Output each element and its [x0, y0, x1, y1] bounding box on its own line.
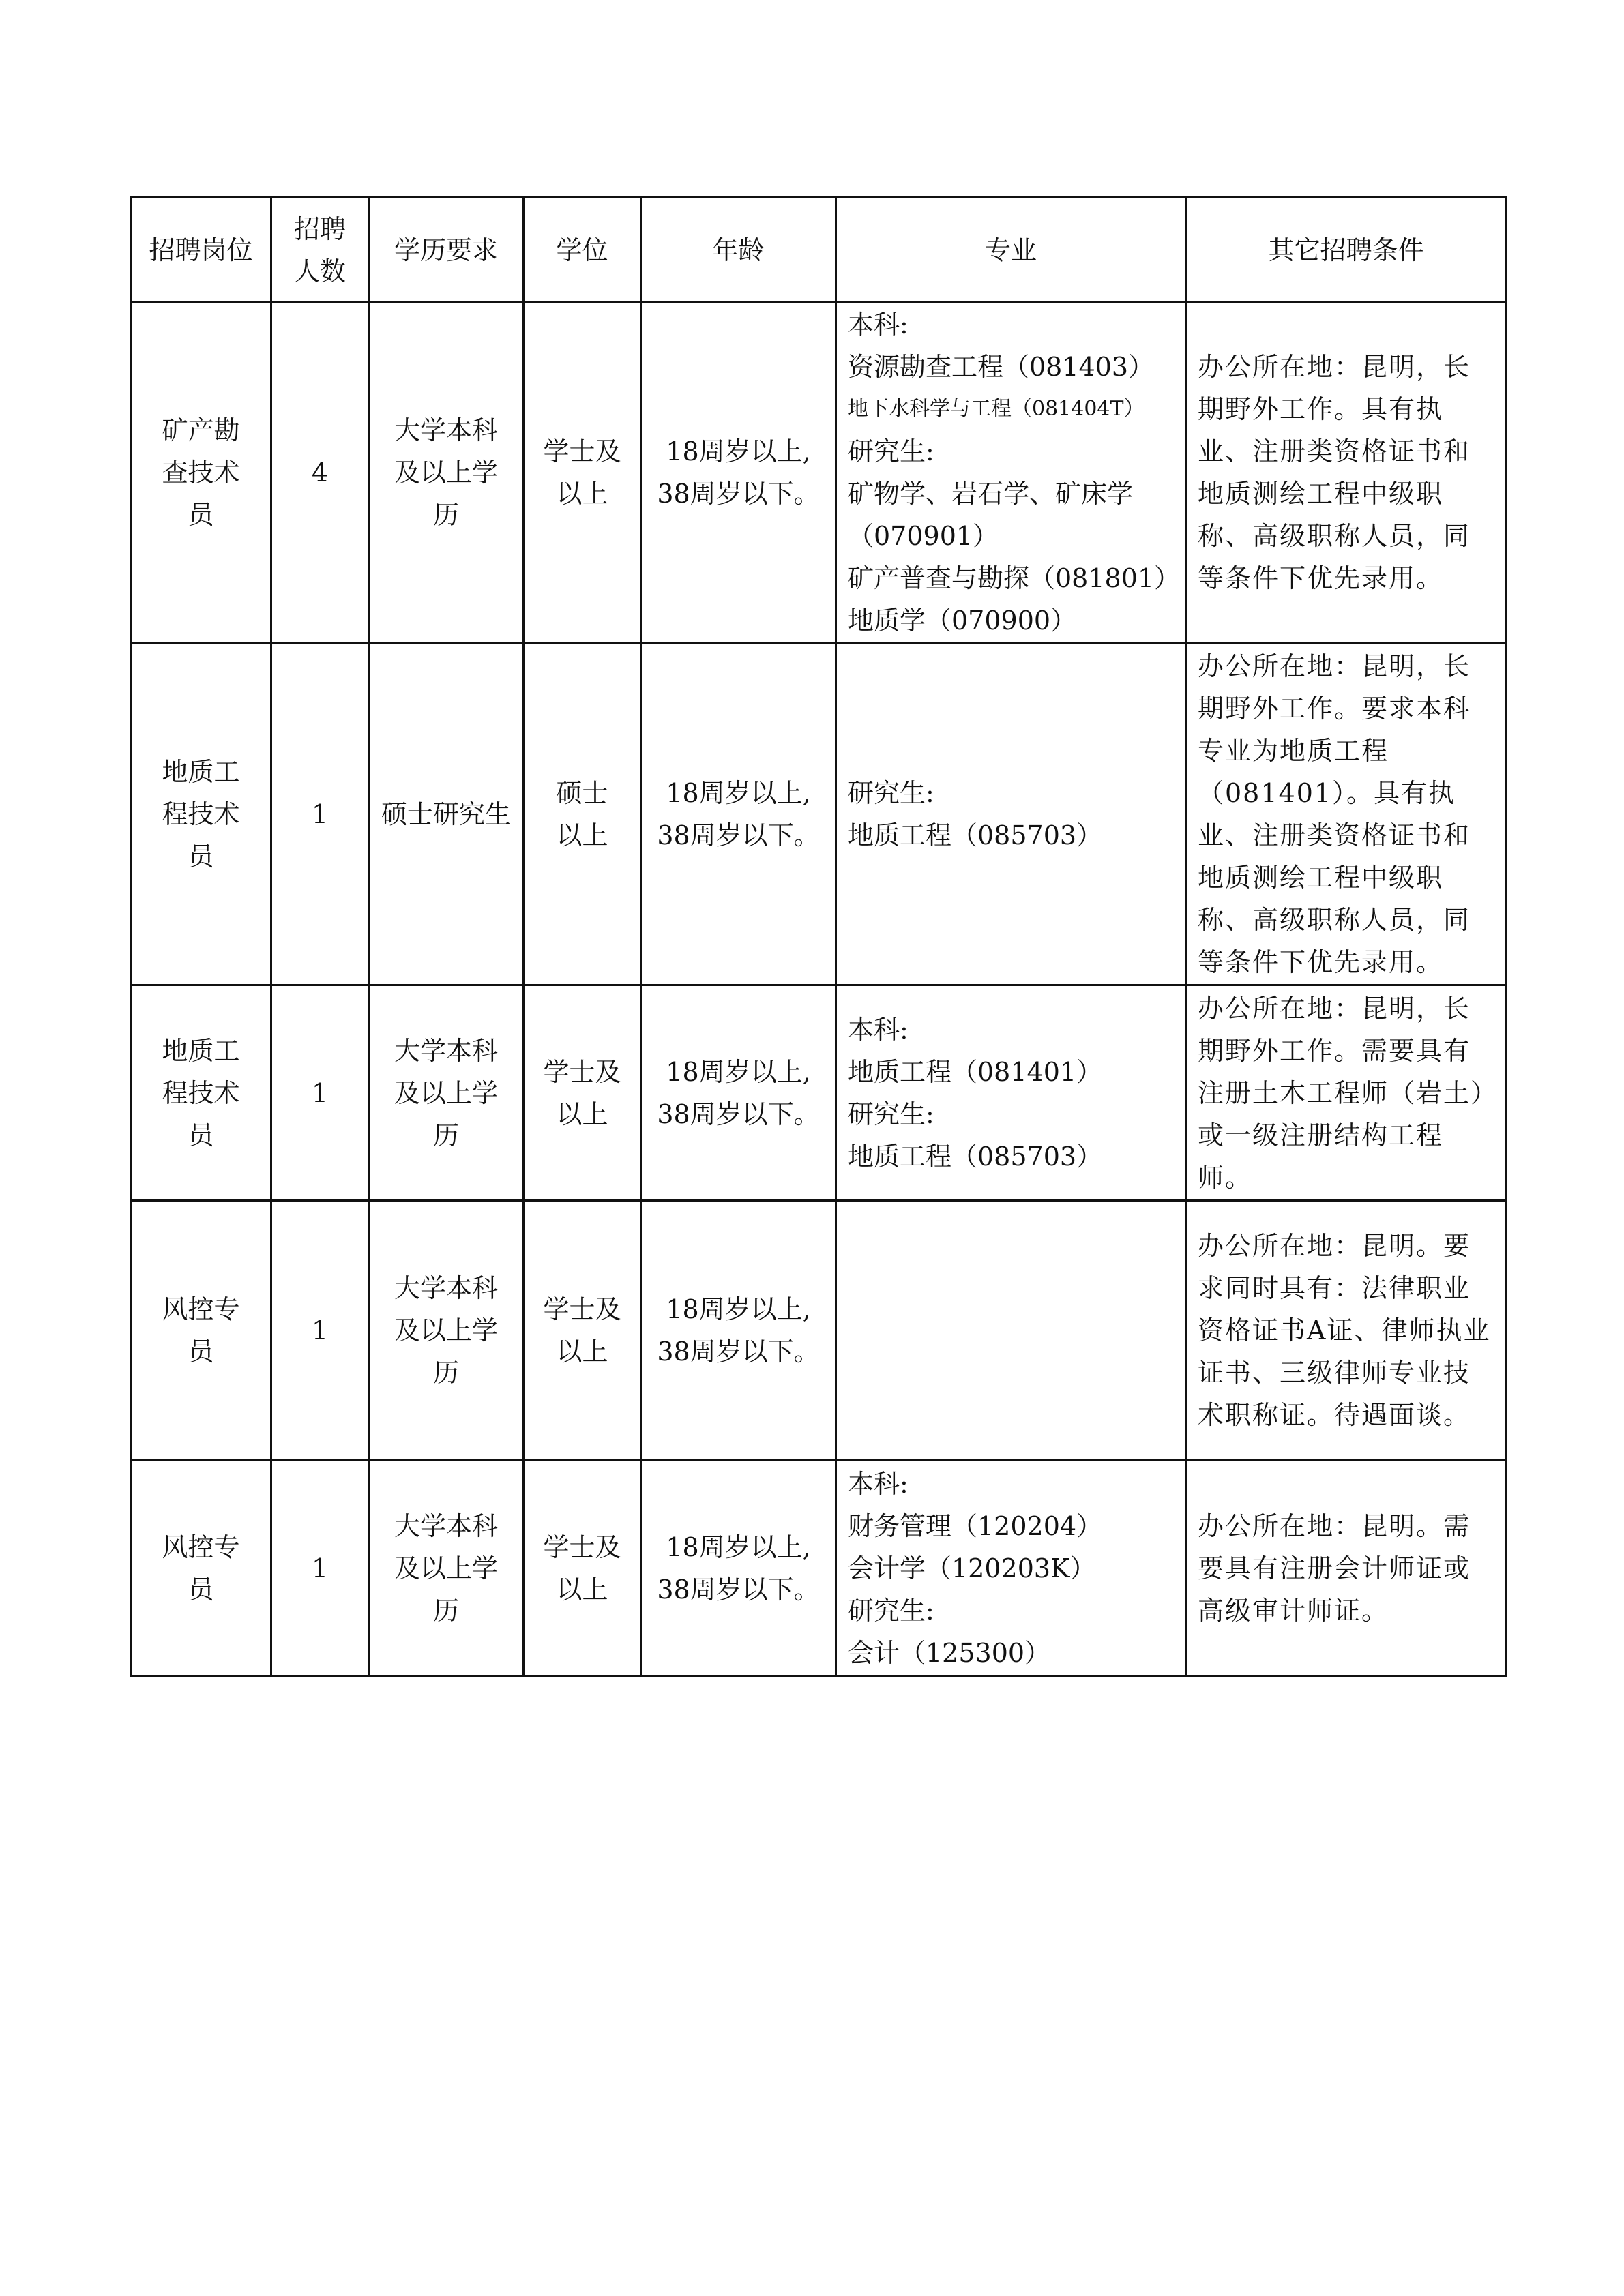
table-row	[131, 985, 1507, 1201]
count-cell: 1	[271, 1201, 369, 1461]
count-cell: 1	[271, 1461, 369, 1676]
major-line: 地下水科学与工程（081404T）	[848, 397, 1145, 421]
position-cell: 地质工 程技术 员	[131, 643, 271, 985]
count-cell: 1	[271, 643, 369, 985]
position-cell: 风控专 员	[131, 1201, 271, 1461]
age-cell: 18周岁以上, 38周岁以下。	[641, 985, 836, 1201]
major-cell	[836, 303, 1186, 643]
major-line: 本科:	[848, 310, 909, 340]
position-cell: 矿产勘 查技术 员	[131, 303, 271, 643]
major-line: 本科:	[848, 1014, 909, 1045]
header-other: 其它招聘条件	[1186, 198, 1507, 303]
major-line: 会计（125300）	[848, 1637, 1051, 1668]
major-cell	[836, 1461, 1186, 1676]
major-line: 地质工程（085703）	[848, 820, 1103, 850]
other-cell: 办公所在地：昆明。要求同时具有：法律职业资格证书A证、律师执业证书、三级律师专业技术职称证。待遇面谈。	[1186, 1201, 1507, 1461]
table-row	[131, 303, 1507, 643]
major-cell	[836, 643, 1186, 985]
major-line: 研究生:	[848, 1099, 934, 1129]
header-age: 年龄	[641, 198, 836, 303]
major-line: 地质工程（085703）	[848, 1141, 1103, 1172]
other-cell: 办公所在地：昆明。需要具有注册会计师证或高级审计师证。	[1186, 1461, 1507, 1676]
degree-cell: 学士及 以上	[524, 1201, 641, 1461]
other-cell: 办公所在地：昆明，长期野外工作。具有执业、注册类资格证书和地质测绘工程中级职称、高级职称人员，同等条件下优先录用。	[1186, 303, 1507, 643]
education-cell: 大学本科 及以上学 历	[369, 985, 524, 1201]
count-cell: 1	[271, 985, 369, 1201]
major-line: 会计学（120203K）	[848, 1553, 1096, 1583]
other-cell: 办公所在地：昆明，长期野外工作。需要具有注册土木工程师（岩土）或一级注册结构工程师。	[1186, 985, 1507, 1201]
major-cell	[836, 985, 1186, 1201]
header-major: 专业	[836, 198, 1186, 303]
education-cell: 大学本科 及以上学 历	[369, 1461, 524, 1676]
header-degree: 学位	[524, 198, 641, 303]
major-line: 矿物学、岩石学、矿床学	[848, 479, 1134, 509]
degree-cell: 学士及 以上	[524, 303, 641, 643]
header-education: 学历要求	[369, 198, 524, 303]
major-line: 地质学（070900）	[848, 606, 1077, 636]
count-cell: 4	[271, 303, 369, 643]
degree-cell: 学士及 以上	[524, 985, 641, 1201]
degree-cell: 学士及 以上	[524, 1461, 641, 1676]
header-count: 招聘 人数	[271, 198, 369, 303]
major-line: 研究生:	[848, 777, 934, 808]
education-cell: 大学本科 及以上学 历	[369, 303, 524, 643]
header-position: 招聘岗位	[131, 198, 271, 303]
age-cell: 18周岁以上, 38周岁以下。	[641, 303, 836, 643]
age-cell: 18周岁以上, 38周岁以下。	[641, 1461, 836, 1676]
major-line: 矿产普查与勘探（081801）	[848, 563, 1181, 593]
recruitment-table	[130, 196, 1507, 1677]
table-row	[131, 643, 1507, 985]
position-cell: 风控专 员	[131, 1461, 271, 1676]
major-line: 资源勘查工程（081403）	[848, 352, 1155, 382]
table-row	[131, 1461, 1507, 1676]
degree-cell: 硕士 以上	[524, 643, 641, 985]
major-line: 研究生:	[848, 1595, 934, 1626]
major-line: 研究生:	[848, 436, 934, 466]
header-row	[131, 198, 1507, 303]
position-cell: 地质工 程技术 员	[131, 985, 271, 1201]
other-cell: 办公所在地：昆明，长期野外工作。要求本科专业为地质工程（081401）。具有执业、注册类资格证书和地质测绘工程中级职称、高级职称人员，同等条件下优先录用。	[1186, 643, 1507, 985]
major-cell	[836, 1201, 1186, 1461]
major-line: 本科:	[848, 1468, 909, 1499]
age-cell: 18周岁以上, 38周岁以下。	[641, 1201, 836, 1461]
major-line: 地质工程（081401）	[848, 1056, 1103, 1087]
education-cell: 大学本科 及以上学 历	[369, 1201, 524, 1461]
education-cell: 硕士研究生	[369, 643, 524, 985]
major-line: 财务管理（120204）	[848, 1510, 1103, 1541]
major-line: （070901）	[848, 521, 999, 551]
age-cell: 18周岁以上, 38周岁以下。	[641, 643, 836, 985]
table-row	[131, 1201, 1507, 1461]
